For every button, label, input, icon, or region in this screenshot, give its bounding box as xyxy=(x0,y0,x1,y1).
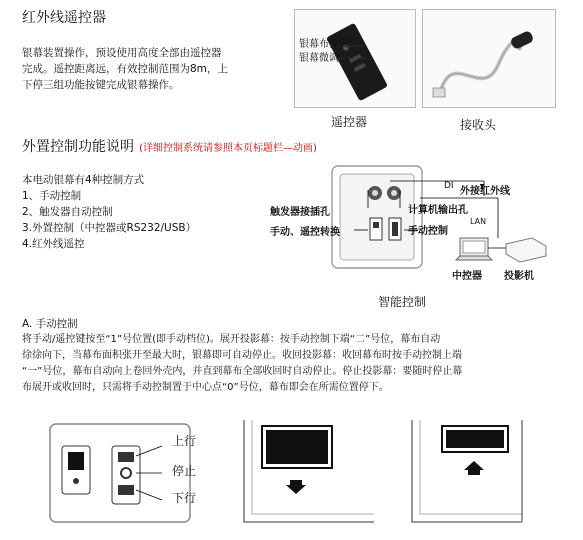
manual-switch-illustration xyxy=(44,418,224,528)
label-di: DI xyxy=(444,181,454,191)
label-trigger-port: 触发器接插孔 xyxy=(270,207,330,218)
external-header xyxy=(22,136,317,156)
external-intro: 本电动银幕有4种控制方式 xyxy=(22,174,145,186)
caption-receiver: 接收头 xyxy=(460,118,497,132)
label-down: 下行 xyxy=(172,491,197,505)
remote-photo xyxy=(294,9,416,108)
label-ir-line: 外接红外线 xyxy=(460,186,510,197)
label-controller: 中控器 xyxy=(452,271,482,282)
label-up: 上行 xyxy=(172,434,197,448)
screen-up-svg xyxy=(410,418,560,528)
diagram-caption: 智能控制 xyxy=(378,295,427,309)
external-item-2: 2、触发器自动控制 xyxy=(22,206,113,218)
receiver-image xyxy=(423,10,555,107)
control-diagram xyxy=(270,160,570,295)
manual-body: 将手动/遥控键按至“1”号位置(即手动档位)。展开投影幕：按手动控制下端“二”号位，幕布自动 徐徐向下，当幕布面积张开至最大时，银幕即可自动停止。收回投影幕：收回幕布时按手动控制上端 “一”号位，幕布自动向上卷回外壳内，并直到幕布全部收回时自动停止。停止投影幕：要随时停止幕 布展开或收回时，只需将手动控制置于中心点“0”号位，幕布即会在所需位置停下。 xyxy=(22,334,463,393)
label-pc-port: 计算机输出孔 xyxy=(408,205,468,216)
external-section-note: (详细控制系统请参照本页标题栏—动画) xyxy=(139,143,317,154)
external-section-title: 外置控制功能说明 xyxy=(22,139,134,155)
ir-section-title: 红外线遥控器 xyxy=(22,10,106,26)
external-item-3: 3.外置控制（中控器或RS232/USB） xyxy=(22,222,197,234)
receiver-photo xyxy=(422,9,556,108)
label-stop: 停止 xyxy=(172,464,197,478)
label-lan: LAN xyxy=(470,217,487,226)
external-item-1: 1、手动控制 xyxy=(22,190,82,202)
screen-down-illustration xyxy=(234,418,379,528)
caption-remote: 遥控器 xyxy=(331,115,368,129)
label-manual-remote-switch: 手动、遥控转换 xyxy=(270,227,340,238)
remote-label-fine: 银幕微调 xyxy=(299,53,339,64)
label-projector: 投影机 xyxy=(504,271,534,282)
remote-label-screen: 银幕布控制 xyxy=(299,39,349,50)
screen-down-svg xyxy=(234,418,379,528)
external-item-4: 4.红外线遥控 xyxy=(22,238,85,250)
ir-section-body: 银幕装置操作，预设使用高度全部由遥控器 完成。遥控距离远，有效控制范围为8m，上 下停三组功能按键完成银幕操作。 xyxy=(22,47,228,91)
manual-heading: A. 手动控制 xyxy=(22,318,78,330)
manual-switch-svg xyxy=(44,418,224,528)
screen-up-illustration xyxy=(410,418,560,528)
label-manual-control: 手动控制 xyxy=(408,226,448,237)
